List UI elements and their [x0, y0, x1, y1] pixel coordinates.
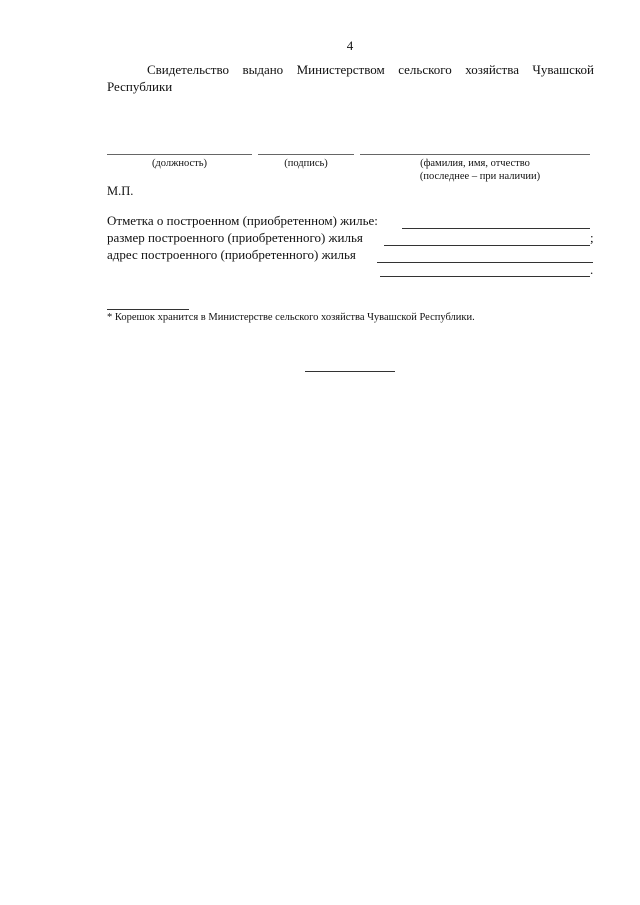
position-label: (должность) [151, 158, 208, 169]
stamp-mark: М.П. [107, 184, 134, 198]
housing-address-blank [377, 262, 593, 263]
name-blank-line [360, 154, 590, 155]
housing-address-blank-2 [380, 276, 590, 277]
signature-blank-line [258, 154, 354, 155]
position-blank-line [107, 154, 252, 155]
housing-address-label: адрес построенного (приобретенного) жилья [107, 247, 356, 262]
footnote-text: * Корешок хранится в Министерстве сельского хозяйства Чувашской Республики. [107, 312, 475, 323]
housing-address-tail: . [590, 262, 594, 277]
issued-by-text-line1: Свидетельство выдано Министерством сельского хозяйства Чувашской [147, 62, 594, 77]
signature-label: (подпись) [284, 158, 328, 169]
issued-by-text-line2: Республики [107, 79, 173, 94]
footnote-rule [107, 309, 189, 310]
housing-size-label: размер построенного (приобретенного) жилья [107, 230, 363, 245]
name-label-line1: (фамилия, имя, отчество [420, 158, 530, 169]
housing-mark-line1-label: Отметка о построенном (приобретенном) жилье: [107, 213, 378, 228]
housing-mark-line1-blank [402, 228, 590, 229]
name-label-line2: (последнее – при наличии) [419, 171, 541, 182]
housing-size-tail: ; [590, 230, 594, 245]
end-of-document-rule [305, 371, 395, 372]
page-number: 4 [346, 38, 354, 53]
housing-size-blank [384, 245, 590, 246]
